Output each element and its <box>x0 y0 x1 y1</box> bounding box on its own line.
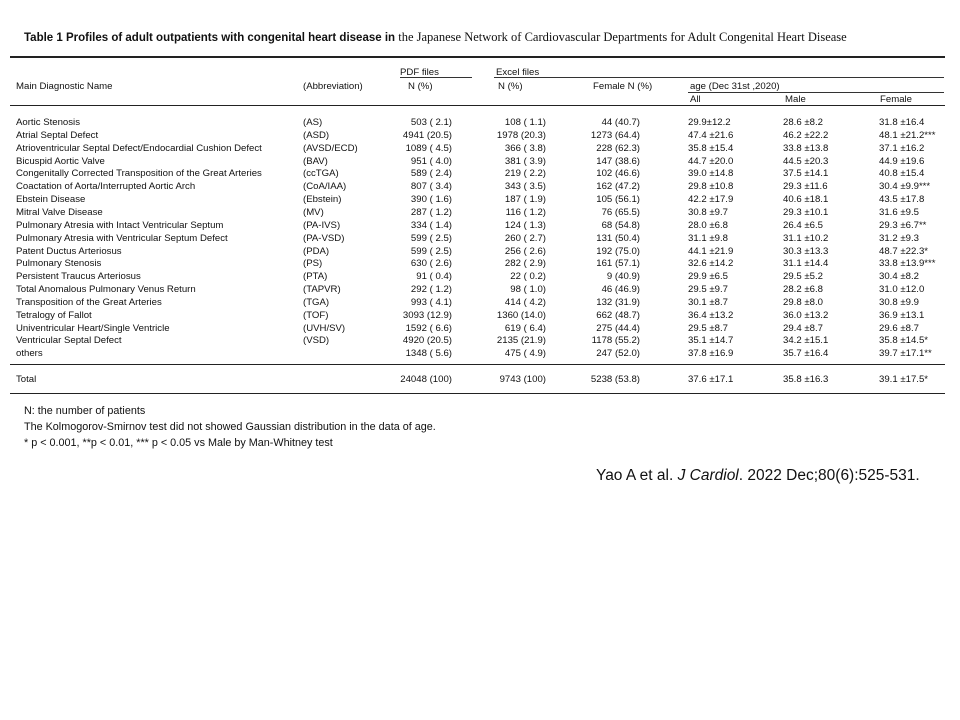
cell-pdf: 951 ( 4.0) <box>410 156 452 167</box>
cell-excel: 2135 (21.9) <box>496 335 546 346</box>
cell-male: 31.1 ±10.2 <box>783 233 829 244</box>
header-age-male: Male <box>785 94 806 105</box>
header-main-name: Main Diagnostic Name <box>16 81 113 92</box>
header-excel-files: Excel files <box>496 67 540 78</box>
cell-name: Patent Ductus Arteriosus <box>16 246 122 257</box>
cell-all: 47.4 ±21.6 <box>688 130 734 141</box>
cell-pdf: 3093 (12.9) <box>402 310 452 321</box>
cell-female: 161 (57.1) <box>596 258 640 269</box>
cell-pdf: 390 ( 1.6) <box>410 194 452 205</box>
cell-name: Univentricular Heart/Single Ventricle <box>16 323 170 334</box>
cell-all: 29.5 ±9.7 <box>688 284 728 295</box>
cell-abbr: (AS) <box>303 117 323 128</box>
cell-excel: 475 ( 4.9) <box>504 348 546 359</box>
cell-all: 42.2 ±17.9 <box>688 194 734 205</box>
cell-all: 37.6 ±17.1 <box>688 374 734 385</box>
table-row <box>0 207 960 220</box>
cell-fem: 30.8 ±9.9 <box>879 297 919 308</box>
cell-female: 1273 (64.4) <box>590 130 640 141</box>
cell-name: Aortic Stenosis <box>16 117 80 128</box>
cell-female: 662 (48.7) <box>596 310 640 321</box>
cell-all: 32.6 ±14.2 <box>688 258 734 269</box>
cell-fem: 36.9 ±13.1 <box>879 310 925 321</box>
cell-fem: 31.8 ±16.4 <box>879 117 925 128</box>
table-row <box>0 284 960 297</box>
cell-abbr: (TOF) <box>303 310 329 321</box>
table-row <box>0 233 960 246</box>
cell-abbr: (PA-IVS) <box>303 220 341 231</box>
table-row <box>0 168 960 181</box>
cell-fem: 39.7 ±17.1** <box>879 348 932 359</box>
cell-fem: 31.2 ±9.3 <box>879 233 919 244</box>
cell-female: 228 (62.3) <box>596 143 640 154</box>
cell-abbr: (Ebstein) <box>303 194 342 205</box>
footnote-significance: * p < 0.001, **p < 0.01, *** p < 0.05 vs Male by Man-Whitney test <box>24 437 333 449</box>
cell-fem: 40.8 ±15.4 <box>879 168 925 179</box>
cell-male: 29.3 ±10.1 <box>783 207 829 218</box>
cell-fem: 29.6 ±8.7 <box>879 323 919 334</box>
cell-name: Ventricular Septal Defect <box>16 335 122 346</box>
cell-female: 275 (44.4) <box>596 323 640 334</box>
cell-pdf: 1592 ( 6.6) <box>405 323 452 334</box>
cell-pdf: 1089 ( 4.5) <box>405 143 452 154</box>
cell-name: Transposition of the Great Arteries <box>16 297 162 308</box>
cell-name: Pulmonary Atresia with Intact Ventricular Septum <box>16 220 224 231</box>
table-row <box>0 194 960 207</box>
cell-female: 162 (47.2) <box>596 181 640 192</box>
cell-abbr: (ASD) <box>303 130 330 141</box>
cell-male: 28.2 ±6.8 <box>783 284 823 295</box>
citation-authors: Yao A et al. <box>596 467 674 484</box>
cell-excel: 366 ( 3.8) <box>504 143 546 154</box>
cell-name: Pulmonary Atresia with Ventricular Septum Defect <box>16 233 228 244</box>
cell-abbr: (PS) <box>303 258 323 269</box>
cell-pdf: 334 ( 1.4) <box>410 220 452 231</box>
table-row <box>0 220 960 233</box>
footnote-ks-test: The Kolmogorov-Smirnov test did not showed Gaussian distribution in the data of age. <box>24 421 436 433</box>
cell-abbr: (TAPVR) <box>303 284 341 295</box>
cell-fem: 29.3 ±6.7** <box>879 220 927 231</box>
cell-abbr: (VSD) <box>303 335 330 346</box>
cell-pdf: 4941 (20.5) <box>402 130 452 141</box>
cell-female: 1178 (55.2) <box>591 335 640 346</box>
cell-excel: 98 ( 1.0) <box>510 284 546 295</box>
cell-fem: 31.6 ±9.5 <box>879 207 919 218</box>
cell-female: 105 (56.1) <box>596 194 640 205</box>
cell-all: 30.8 ±9.7 <box>688 207 728 218</box>
cell-male: 46.2 ±22.2 <box>783 130 829 141</box>
header-pdf-files: PDF files <box>400 67 439 78</box>
cell-male: 33.8 ±13.8 <box>783 143 829 154</box>
cell-pdf: 599 ( 2.5) <box>410 233 452 244</box>
cell-name: Pulmonary Stenosis <box>16 258 102 269</box>
citation-rest: . 2022 Dec;80(6):525-531. <box>738 467 920 484</box>
cell-pdf: 24048 (100) <box>400 374 452 385</box>
cell-name: Total <box>16 374 37 385</box>
cell-excel: 256 ( 2.6) <box>504 246 546 257</box>
cell-excel: 1360 (14.0) <box>496 310 546 321</box>
cell-name: Congenitally Corrected Transposition of the Great Arteries <box>16 168 262 179</box>
cell-abbr: (TGA) <box>303 297 330 308</box>
cell-excel: 187 ( 1.9) <box>504 194 546 205</box>
cell-male: 29.4 ±8.7 <box>783 323 823 334</box>
cell-male: 31.1 ±14.4 <box>783 258 829 269</box>
cell-abbr: (UVH/SV) <box>303 323 346 334</box>
cell-male: 30.3 ±13.3 <box>783 246 829 257</box>
cell-pdf: 599 ( 2.5) <box>410 246 452 257</box>
cell-fem: 30.4 ±9.9*** <box>879 181 931 192</box>
cell-male: 36.0 ±13.2 <box>783 310 829 321</box>
cell-name: Coactation of Aorta/Interrupted Aortic Arch <box>16 181 196 192</box>
footnote-n: N: the number of patients <box>24 405 146 417</box>
cell-all: 29.5 ±8.7 <box>688 323 728 334</box>
cell-fem: 33.8 ±13.9*** <box>879 258 936 269</box>
cell-excel: 414 ( 4.2) <box>504 297 546 308</box>
cell-female: 68 (54.8) <box>601 220 640 231</box>
table-row <box>0 310 960 323</box>
table-row <box>0 271 960 284</box>
cell-all: 29.9±12.2 <box>688 117 731 128</box>
table-row <box>0 130 960 143</box>
cell-female: 76 (65.5) <box>601 207 640 218</box>
cell-all: 37.8 ±16.9 <box>688 348 734 359</box>
cell-excel: 9743 (100) <box>499 374 546 385</box>
cell-fem: 31.0 ±12.0 <box>879 284 925 295</box>
citation-journal: J Cardiol <box>677 467 739 484</box>
cell-pdf: 503 ( 2.1) <box>410 117 452 128</box>
cell-fem: 30.4 ±8.2 <box>879 271 919 282</box>
cell-pdf: 292 ( 1.2) <box>410 284 452 295</box>
cell-fem: 37.1 ±16.2 <box>879 143 925 154</box>
cell-pdf: 993 ( 4.1) <box>410 297 452 308</box>
cell-male: 40.6 ±18.1 <box>783 194 829 205</box>
cell-name: Persistent Traucus Arteriosus <box>16 271 141 282</box>
cell-abbr: (CoA/IAA) <box>303 181 347 192</box>
cell-abbr: (PA-VSD) <box>303 233 345 244</box>
cell-excel: 619 ( 6.4) <box>504 323 546 334</box>
table-row <box>0 335 960 348</box>
cell-abbr: (MV) <box>303 207 324 218</box>
cell-abbr: (AVSD/ECD) <box>303 143 358 154</box>
cell-fem: 43.5 ±17.8 <box>879 194 925 205</box>
header-age-all: All <box>690 94 701 105</box>
cell-male: 26.4 ±6.5 <box>783 220 823 231</box>
cell-name: Total Anomalous Pulmonary Venus Return <box>16 284 196 295</box>
table-row <box>0 181 960 194</box>
cell-fem: 35.8 ±14.5* <box>879 335 929 346</box>
cell-male: 35.7 ±16.4 <box>783 348 829 359</box>
cell-all: 44.1 ±21.9 <box>688 246 734 257</box>
cell-all: 39.0 ±14.8 <box>688 168 734 179</box>
cell-name: Bicuspid Aortic Valve <box>16 156 105 167</box>
table-row <box>0 143 960 156</box>
table-row <box>0 117 960 130</box>
cell-male: 34.2 ±15.1 <box>783 335 829 346</box>
cell-male: 37.5 ±14.1 <box>783 168 829 179</box>
cell-female: 46 (46.9) <box>601 284 640 295</box>
cell-name: Tetralogy of Fallot <box>16 310 92 321</box>
cell-all: 29.9 ±6.5 <box>688 271 728 282</box>
cell-female: 132 (31.9) <box>596 297 640 308</box>
header-pdf-n: N (%) <box>408 81 433 92</box>
cell-female: 192 (75.0) <box>596 246 640 257</box>
cell-fem: 39.1 ±17.5* <box>879 374 929 385</box>
cell-excel: 219 ( 2.2) <box>504 168 546 179</box>
cell-all: 35.8 ±15.4 <box>688 143 734 154</box>
cell-pdf: 630 ( 2.6) <box>410 258 452 269</box>
cell-pdf: 807 ( 3.4) <box>410 181 452 192</box>
cell-female: 44 (40.7) <box>601 117 640 128</box>
cell-male: 29.5 ±5.2 <box>783 271 823 282</box>
cell-excel: 1978 (20.3) <box>496 130 546 141</box>
cell-male: 35.8 ±16.3 <box>783 374 829 385</box>
cell-all: 31.1 ±9.8 <box>688 233 728 244</box>
cell-excel: 260 ( 2.7) <box>504 233 546 244</box>
cell-excel: 22 ( 0.2) <box>510 271 546 282</box>
header-excel-n: N (%) <box>498 81 523 92</box>
cell-name: Atrial Septal Defect <box>16 130 99 141</box>
table-title-bold: Table 1 Profiles of adult outpatients with congenital heart disease in <box>24 32 396 44</box>
cell-pdf: 1348 ( 5.6) <box>405 348 452 359</box>
cell-male: 44.5 ±20.3 <box>783 156 829 167</box>
cell-female: 131 (50.4) <box>596 233 640 244</box>
cell-pdf: 589 ( 2.4) <box>410 168 452 179</box>
cell-female: 5238 (53.8) <box>590 374 640 385</box>
cell-male: 29.8 ±8.0 <box>783 297 823 308</box>
cell-excel: 343 ( 3.5) <box>504 181 546 192</box>
cell-excel: 124 ( 1.3) <box>504 220 546 231</box>
header-age-female: Female <box>880 94 912 105</box>
cell-all: 44.7 ±20.0 <box>688 156 734 167</box>
cell-female: 147 (38.6) <box>596 156 640 167</box>
table-row <box>0 297 960 310</box>
cell-excel: 116 ( 1.2) <box>505 207 546 218</box>
cell-all: 35.1 ±14.7 <box>688 335 734 346</box>
cell-fem: 48.1 ±21.2*** <box>879 130 936 141</box>
cell-all: 36.4 ±13.2 <box>688 310 734 321</box>
cell-name: others <box>16 348 43 359</box>
cell-abbr: (BAV) <box>303 156 328 167</box>
cell-female: 102 (46.6) <box>596 168 640 179</box>
cell-abbr: (PTA) <box>303 271 328 282</box>
header-abbreviation: (Abbreviation) <box>303 81 363 92</box>
table-row-total <box>0 374 960 387</box>
header-female-n: Female N (%) <box>593 81 653 92</box>
cell-name: Ebstein Disease <box>16 194 86 205</box>
cell-abbr: (PDA) <box>303 246 330 257</box>
cell-pdf: 287 ( 1.2) <box>410 207 452 218</box>
cell-male: 28.6 ±8.2 <box>783 117 823 128</box>
cell-excel: 282 ( 2.9) <box>504 258 546 269</box>
cell-pdf: 4920 (20.5) <box>402 335 452 346</box>
citation <box>596 467 920 485</box>
cell-female: 9 (40.9) <box>606 271 640 282</box>
cell-fem: 48.7 ±22.3* <box>879 246 929 257</box>
cell-all: 29.8 ±10.8 <box>688 181 734 192</box>
header-age: age (Dec 31st ,2020) <box>690 81 780 92</box>
cell-abbr: (ccTGA) <box>303 168 339 179</box>
cell-all: 30.1 ±8.7 <box>688 297 728 308</box>
cell-excel: 381 ( 3.9) <box>504 156 546 167</box>
cell-excel: 108 ( 1.1) <box>504 117 546 128</box>
cell-name: Atrioventricular Septal Defect/Endocardial Cushion Defect <box>16 143 262 154</box>
cell-male: 29.3 ±11.6 <box>783 181 828 192</box>
table-row <box>0 258 960 271</box>
table-row <box>0 348 960 361</box>
cell-female: 247 (52.0) <box>596 348 640 359</box>
cell-fem: 44.9 ±19.6 <box>879 156 925 167</box>
table-title-rest: the Japanese Network of Cardiovascular Departments for Adult Congenital Heart Disease <box>398 30 847 44</box>
cell-all: 28.0 ±6.8 <box>688 220 728 231</box>
cell-pdf: 91 ( 0.4) <box>416 271 452 282</box>
cell-name: Mitral Valve Disease <box>16 207 103 218</box>
